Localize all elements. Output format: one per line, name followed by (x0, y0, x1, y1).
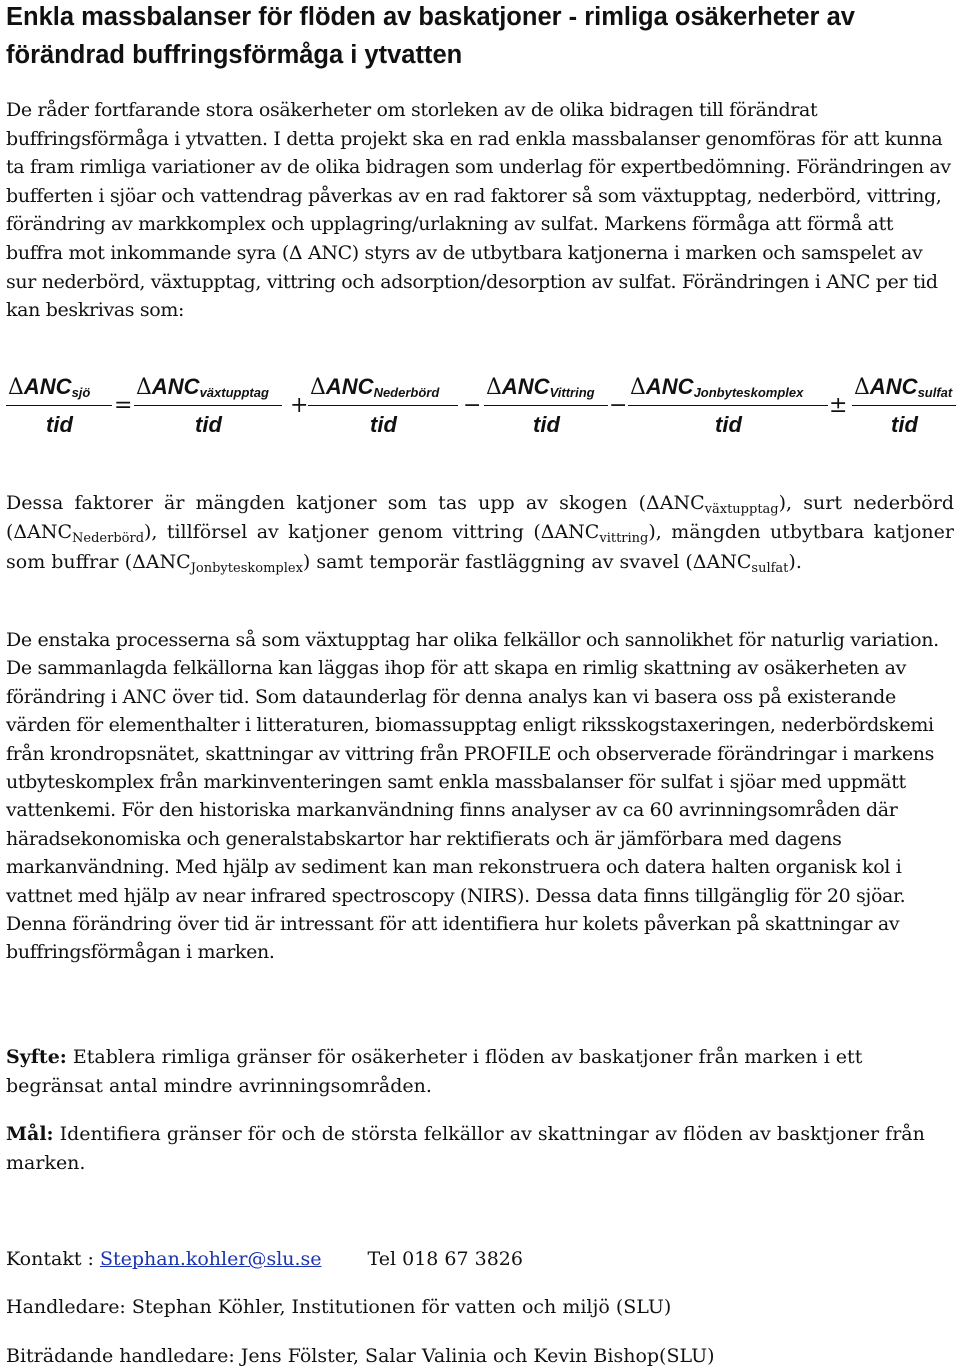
syfte-paragraph (6, 1043, 954, 1101)
equation-fraction (484, 372, 608, 442)
anc-symbol: ANC (151, 374, 200, 399)
factors-text: ) samt temporär fastläggning av svavel (ΔANC (302, 550, 752, 573)
delta-symbol: Δ (854, 375, 870, 400)
intro-paragraph: De råder fortfarande stora osäkerheter om storleken av de olika bidragen till förändrat buffringsförmåga i ytvatten. I detta projekt ska en rad enkla massbalanser genomföras för att kunna ta fram rimliga variationer av de olika bidragen som underlag för expertbedömning. Förändringen av bufferten i sjöar och vattendrag påverkas av en rad faktorer så som växtupptag, nederbörd, vittring, förändring av markkomplex och upplagring/urlakning av sulfat. Markens förmåga att förmå att buffra mot inkommande syra (Δ ANC) styrs av de utbytbara katjonerna i marken och samspelet av sur nederbörd, växtupptag, vittring och adsorption/desorption av sulfat. Förändringen i ANC per tid kan beskrivas som: (6, 99, 951, 322)
mal-text: Identifiera gränser för och de största felkällor av skattningar av flöden av basktjoner från marken. (6, 1123, 925, 1174)
anc-subscript: Nederbörd (373, 385, 440, 400)
document-title: Enkla massbalanser för flöden av baskatjoner - rimliga osäkerheter av förändrad buffringsförmåga i ytvatten (6, 3, 855, 69)
equation-fraction (308, 372, 458, 442)
syfte-text: Etablera rimliga gränser för osäkerheter i flöden av baskatjoner från marken i ett begränsat antal mindre avrinningsområden. (6, 1046, 863, 1097)
factors-subscript: sulfat (751, 560, 789, 576)
contact-label: Kontakt : (6, 1248, 100, 1270)
mal-label: Mål: (6, 1123, 54, 1145)
factors-text: ), tillförsel av katjoner genom vittring (ΔANC (144, 521, 600, 544)
anc-symbol: ANC (325, 374, 374, 399)
factors-text: ), surt nederbörd (ΔANC (6, 492, 954, 544)
equation-operator: − (463, 393, 482, 418)
fraction-bar (628, 405, 828, 406)
factors-subscript: vittring (599, 531, 649, 547)
equation-numerator (310, 372, 439, 408)
anc-subscript: sjö (71, 385, 91, 400)
factors-text: Dessa faktorer är mängden katjoner som tas upp av skogen (ΔANC (6, 492, 705, 514)
supervisor-line: Handledare: Stephan Köhler, Institutionen för vatten och miljö (SLU) (6, 1296, 672, 1318)
fraction-bar (134, 405, 282, 406)
contact-line (6, 1245, 954, 1274)
equation-fraction (852, 372, 956, 442)
delta-symbol: Δ (136, 375, 152, 400)
anc-equation (6, 372, 958, 442)
fraction-bar (6, 405, 112, 406)
factors-subscript: Nederbörd (72, 531, 145, 547)
equation-operator: = (114, 393, 133, 418)
anc-symbol: ANC (869, 374, 918, 399)
anc-subscript: Jonbyteskomplex (693, 385, 804, 400)
equation-numerator (630, 372, 803, 408)
anc-symbol: ANC (645, 374, 694, 399)
factors-subscript: växtupptag (704, 502, 779, 517)
factors-text: ). (788, 550, 802, 573)
equation-operator: − (609, 393, 628, 418)
contact-email-link[interactable]: Stephan.kohler@slu.se (99, 1248, 322, 1270)
equation-operator: + (290, 393, 309, 418)
equation-denominator: tid (195, 412, 222, 437)
equation-numerator (136, 372, 269, 408)
fraction-bar (852, 405, 956, 406)
anc-subscript: växtupptag (199, 385, 269, 400)
equation-numerator (8, 372, 90, 408)
fraction-bar (308, 405, 458, 406)
anc-symbol: ANC (23, 374, 72, 399)
anc-symbol: ANC (501, 374, 550, 399)
delta-symbol: Δ (486, 375, 502, 400)
anc-subscript: Vittring (549, 385, 595, 400)
factors-subscript: Jonbyteskomplex (190, 560, 303, 576)
equation-denominator: tid (891, 412, 918, 437)
equation-numerator (486, 372, 595, 408)
delta-symbol: Δ (8, 375, 24, 400)
processes-paragraph: De enstaka processerna så som växtupptag har olika felkällor och sannolikhet för naturlig variation. De sammanlagda felkällorna kan läggas ihop för att skapa en rimlig skattning av osäkerheten av förändring i ANC över tid. Som dataunderlag för denna analys kan vi basera oss på existerande värden för elementhalter i litteraturen, biomassupptag enligt riksskogstaxeringen, nederbördskemi från krondropsnätet, skattningar av vittring från PROFILE och observerade förändringar i markens utbyteskomplex från markinventeringen samt enkla massbalanser för sulfat i sjöar med uppmätt vattenkemi. För den historiska markanvändning finns analyser av ca 60 avrinningsområden där häradsekonomiska och generalstabskartor har rektifierats och är jämförbara med dagens markanvändning. Med hjälp av sediment kan man rekonstruera och datera halten organisk kol i vattnet med hjälp av near infrared spectroscopy (NIRS). Dessa data finns tillgänglig för 20 sjöar. Denna förändring över tid är intressant för att identifiera hur kolets påverkan på skattningar av buffringsförmågan i marken. (6, 629, 939, 964)
equation-fraction (628, 372, 828, 442)
delta-symbol: Δ (630, 375, 646, 400)
co-supervisor-line: Biträdande handledare: Jens Fölster, Salar Valinia och Kevin Bishop(SLU) (6, 1345, 715, 1367)
equation-denominator: tid (370, 412, 397, 437)
equation-fraction (6, 372, 112, 442)
fraction-bar (484, 405, 608, 406)
equation-fraction (134, 372, 282, 442)
equation-denominator: tid (533, 412, 560, 437)
factors-text: ), mängden utbytbara katjoner som buffrar (ΔANC (6, 521, 954, 573)
anc-subscript: sulfat (917, 385, 953, 400)
mal-paragraph (6, 1120, 954, 1178)
delta-symbol: Δ (310, 375, 326, 400)
syfte-label: Syfte: (6, 1046, 67, 1068)
contact-phone: Tel 018 67 3826 (367, 1248, 523, 1270)
equation-denominator: tid (46, 412, 73, 437)
equation-denominator: tid (715, 412, 742, 437)
factors-paragraph (6, 489, 954, 577)
equation-numerator (854, 372, 952, 408)
equation-operator: ± (829, 393, 848, 418)
